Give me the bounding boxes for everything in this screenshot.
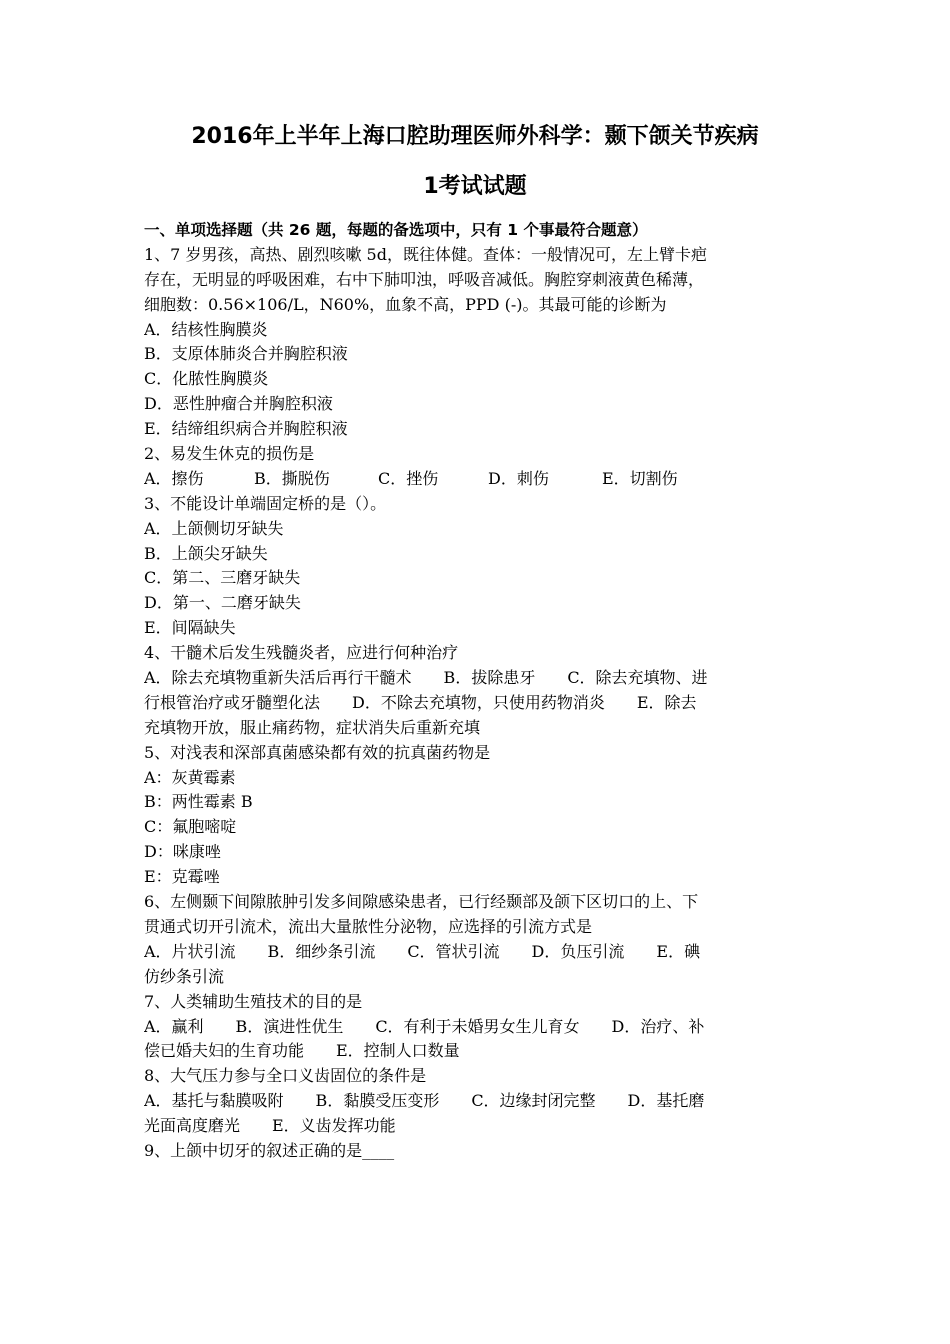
question-5-option-e: E：克霉唑 <box>144 867 220 887</box>
document-title-line2: 1考试试题 <box>423 174 527 199</box>
question-8-options-line2: 光面高度磨光 E．义齿发挥功能 <box>144 1116 396 1136</box>
question-7-stem: 7、人类辅助生殖技术的目的是 <box>144 991 363 1011</box>
question-5-option-c: C：氟胞嘧啶 <box>144 817 237 837</box>
question-3-option-a: A．上颌侧切牙缺失 <box>144 518 284 538</box>
document-title-line1: 2016年上半年上海口腔助理医师外科学：颞下颌关节疾病 <box>191 124 759 149</box>
question-1-option-a: A．结核性胸膜炎 <box>144 319 268 339</box>
question-3-option-e: E．间隔缺失 <box>144 618 236 638</box>
question-5-option-a: A：灰黄霉素 <box>144 767 236 787</box>
question-4-options-line2: 行根管治疗或牙髓塑化法 D．不除去充填物，只使用药物消炎 E．除去 <box>144 692 697 712</box>
question-3-option-d: D．第一、二磨牙缺失 <box>144 593 301 613</box>
question-5-option-d: D：咪康唑 <box>144 842 221 862</box>
question-3-stem: 3、不能设计单端固定桥的是（）。 <box>144 493 387 513</box>
question-1-option-c: C．化脓性胸膜炎 <box>144 369 269 389</box>
question-2-option-d: D．刺伤 <box>488 468 549 488</box>
question-1-option-d: D．恶性肿瘤合并胸腔积液 <box>144 394 333 414</box>
question-1-option-b: B．支原体肺炎合并胸腔积液 <box>144 344 348 364</box>
question-2-option-b: B．撕脱伤 <box>254 468 330 488</box>
section-heading: 一、单项选择题（共 26 题，每题的备选项中，只有 1 个事最符合题意） <box>144 221 648 239</box>
question-3-option-b: B．上颌尖牙缺失 <box>144 543 268 563</box>
question-1-stem-line3: 细胞数：0.56×106/L，N60%，血象不高，PPD (-)。其最可能的诊断为 <box>144 294 667 314</box>
question-5-option-b: B：两性霉素 B <box>144 792 253 812</box>
question-3-option-c: C．第二、三磨牙缺失 <box>144 568 301 588</box>
question-7-options-line2: 偿已婚夫妇的生育功能 E．控制人口数量 <box>144 1041 460 1061</box>
question-9-stem: 9、上颌中切牙的叙述正确的是____ <box>144 1140 395 1160</box>
question-6-stem-line1: 6、左侧颞下间隙脓肿引发多间隙感染患者，已行经颞部及颌下区切口的上、下 <box>144 892 699 912</box>
question-2-option-e: E．切割伤 <box>602 468 678 488</box>
question-4-options-line3: 充填物开放，服止痛药物，症状消失后重新充填 <box>144 717 481 737</box>
question-4-options-line1: A．除去充填物重新失活后再行干髓术 B．拔除患牙 C．除去充填物、进 <box>144 668 708 688</box>
question-1-stem-line1: 1、7 岁男孩，高热、剧烈咳嗽 5d，既往体健。查体：一般情况可，左上臂卡疤 <box>144 244 707 264</box>
question-7-options-line1: A．赢利 B．演进性优生 C．有利于未婚男女生儿育女 D．治疗、补 <box>144 1016 705 1036</box>
question-2-options <box>144 467 810 492</box>
question-1-stem-line2: 存在，无明显的呼吸困难，右中下肺叩浊，呼吸音减低。胸腔穿刺液黄色稀薄， <box>144 269 705 289</box>
question-1-option-e: E．结缔组织病合并胸腔积液 <box>144 419 348 439</box>
question-4-stem: 4、干髓术后发生残髓炎者，应进行何种治疗 <box>144 643 459 663</box>
question-6-options-line1: A．片状引流 B．细纱条引流 C．管状引流 D．负压引流 E．碘 <box>144 941 701 961</box>
document-body <box>144 218 810 1164</box>
question-6-stem-line2: 贯通式切开引流术，流出大量脓性分泌物，应选择的引流方式是 <box>144 916 593 936</box>
question-5-stem: 5、对浅表和深部真菌感染都有效的抗真菌药物是 <box>144 742 491 762</box>
question-2-stem: 2、易发生休克的损伤是 <box>144 444 315 464</box>
question-8-options-line1: A．基托与黏膜吸附 B．黏膜受压变形 C．边缘封闭完整 D．基托磨 <box>144 1091 705 1111</box>
question-2-option-a: A．擦伤 <box>144 468 204 488</box>
question-6-options-line2: 仿纱条引流 <box>144 966 225 986</box>
question-8-stem: 8、大气压力参与全口义齿固位的条件是 <box>144 1066 427 1086</box>
question-2-option-c: C．挫伤 <box>378 468 439 488</box>
